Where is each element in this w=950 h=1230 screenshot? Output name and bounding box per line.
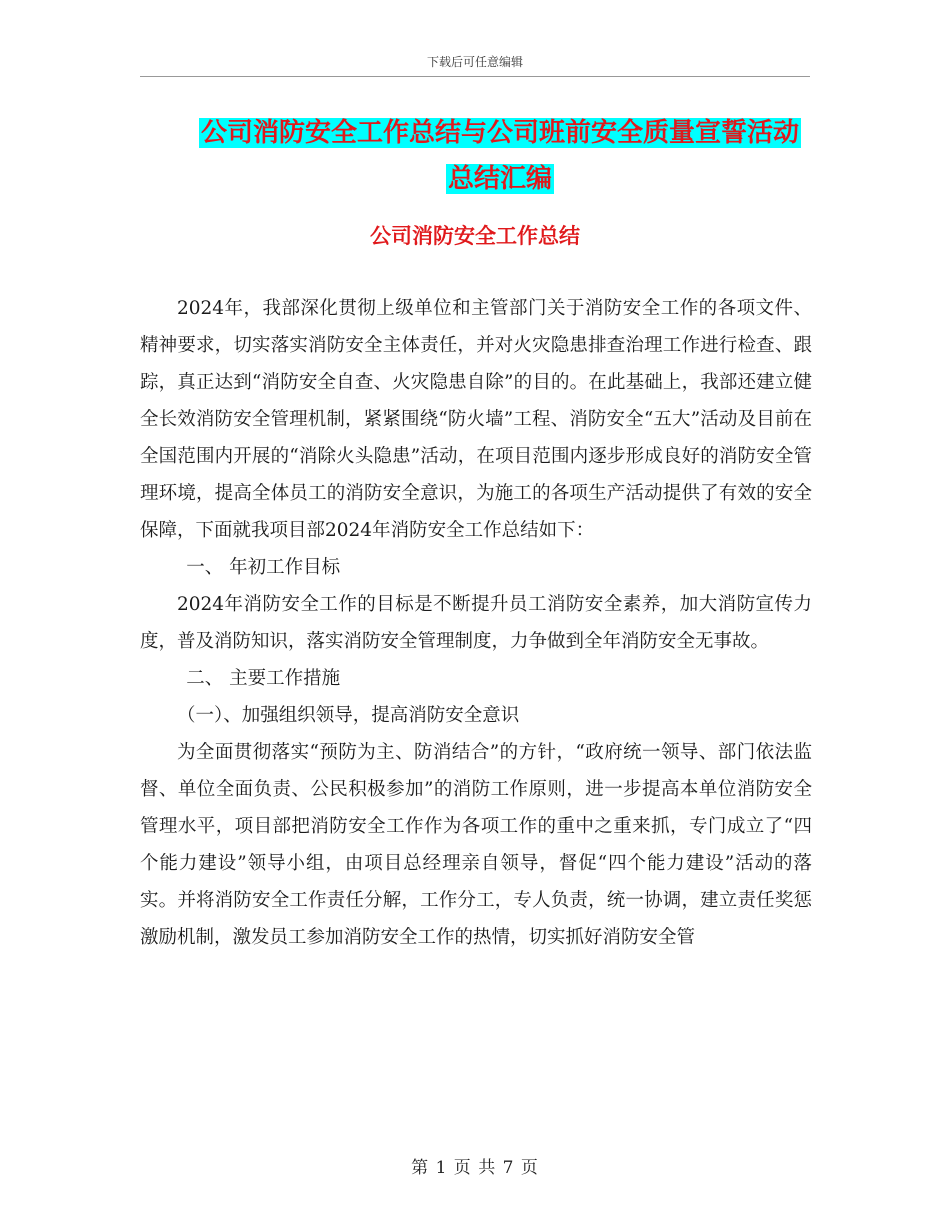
section-title: 公司消防安全工作总结 — [370, 224, 580, 248]
heading-level1: 一、 年初工作目标 — [186, 557, 341, 578]
document-title-line1: 公司消防安全工作总结与公司班前安全质量宣誓活动 — [200, 118, 799, 148]
document-title-line2: 总结汇编 — [447, 164, 552, 194]
header-rule — [140, 76, 810, 77]
document-body — [140, 290, 812, 956]
paragraph: 为全面贯彻落实“预防为主、防消结合”的方针，“政府统一领导、部门依法监督、单位全面负责、公民积极参加”的消防工作原则，进一步提高本单位消防安全管理水平，项目部把消防安全工作作为各项工作的重中之重来抓，专门成立了“四个能力建设”领导小组，由项目总经理亲自领导，督促“四个能力建设”活动的落实。并将消防安全工作责任分解，工作分工，专人负责，统一协调，建立责任奖惩激励机制，激发员工参加消防安全工作的热情，切实抓好消防安全管 — [140, 742, 812, 948]
heading-level1: 二、 主要工作措施 — [186, 668, 341, 689]
page-footer: 第 1 页 共 7 页 — [411, 1158, 539, 1178]
paragraph: 2024年，我部深化贯彻上级单位和主管部门关于消防安全工作的各项文件、精神要求，切实落实消防安全主体责任，并对火灾隐患排查治理工作进行检查、跟踪，真正达到“消防安全自查、火灾隐患自除”的目的。在此基础上，我部还建立健全长效消防安全管理机制，紧紧围绕“防火墙”工程、消防安全“五大”活动及目前在全国范围内开展的“消除火头隐患”活动，在项目范围内逐步形成良好的消防安全管理环境，提高全体员工的消防安全意识，为施工的各项生产活动提供了有效的安全保障，下面就我项目部2024年消防安全工作总结如下： — [140, 298, 812, 541]
heading-level2: （一）、加强组织领导，提高消防安全意识 — [177, 705, 520, 726]
header-note: 下载后可任意编辑 — [426, 55, 523, 69]
paragraph: 2024年消防安全工作的目标是不断提升员工消防安全素养，加大消防宣传力度，普及消防知识，落实消防安全管理制度，力争做到全年消防安全无事故。 — [140, 594, 812, 652]
document-title — [140, 110, 860, 202]
